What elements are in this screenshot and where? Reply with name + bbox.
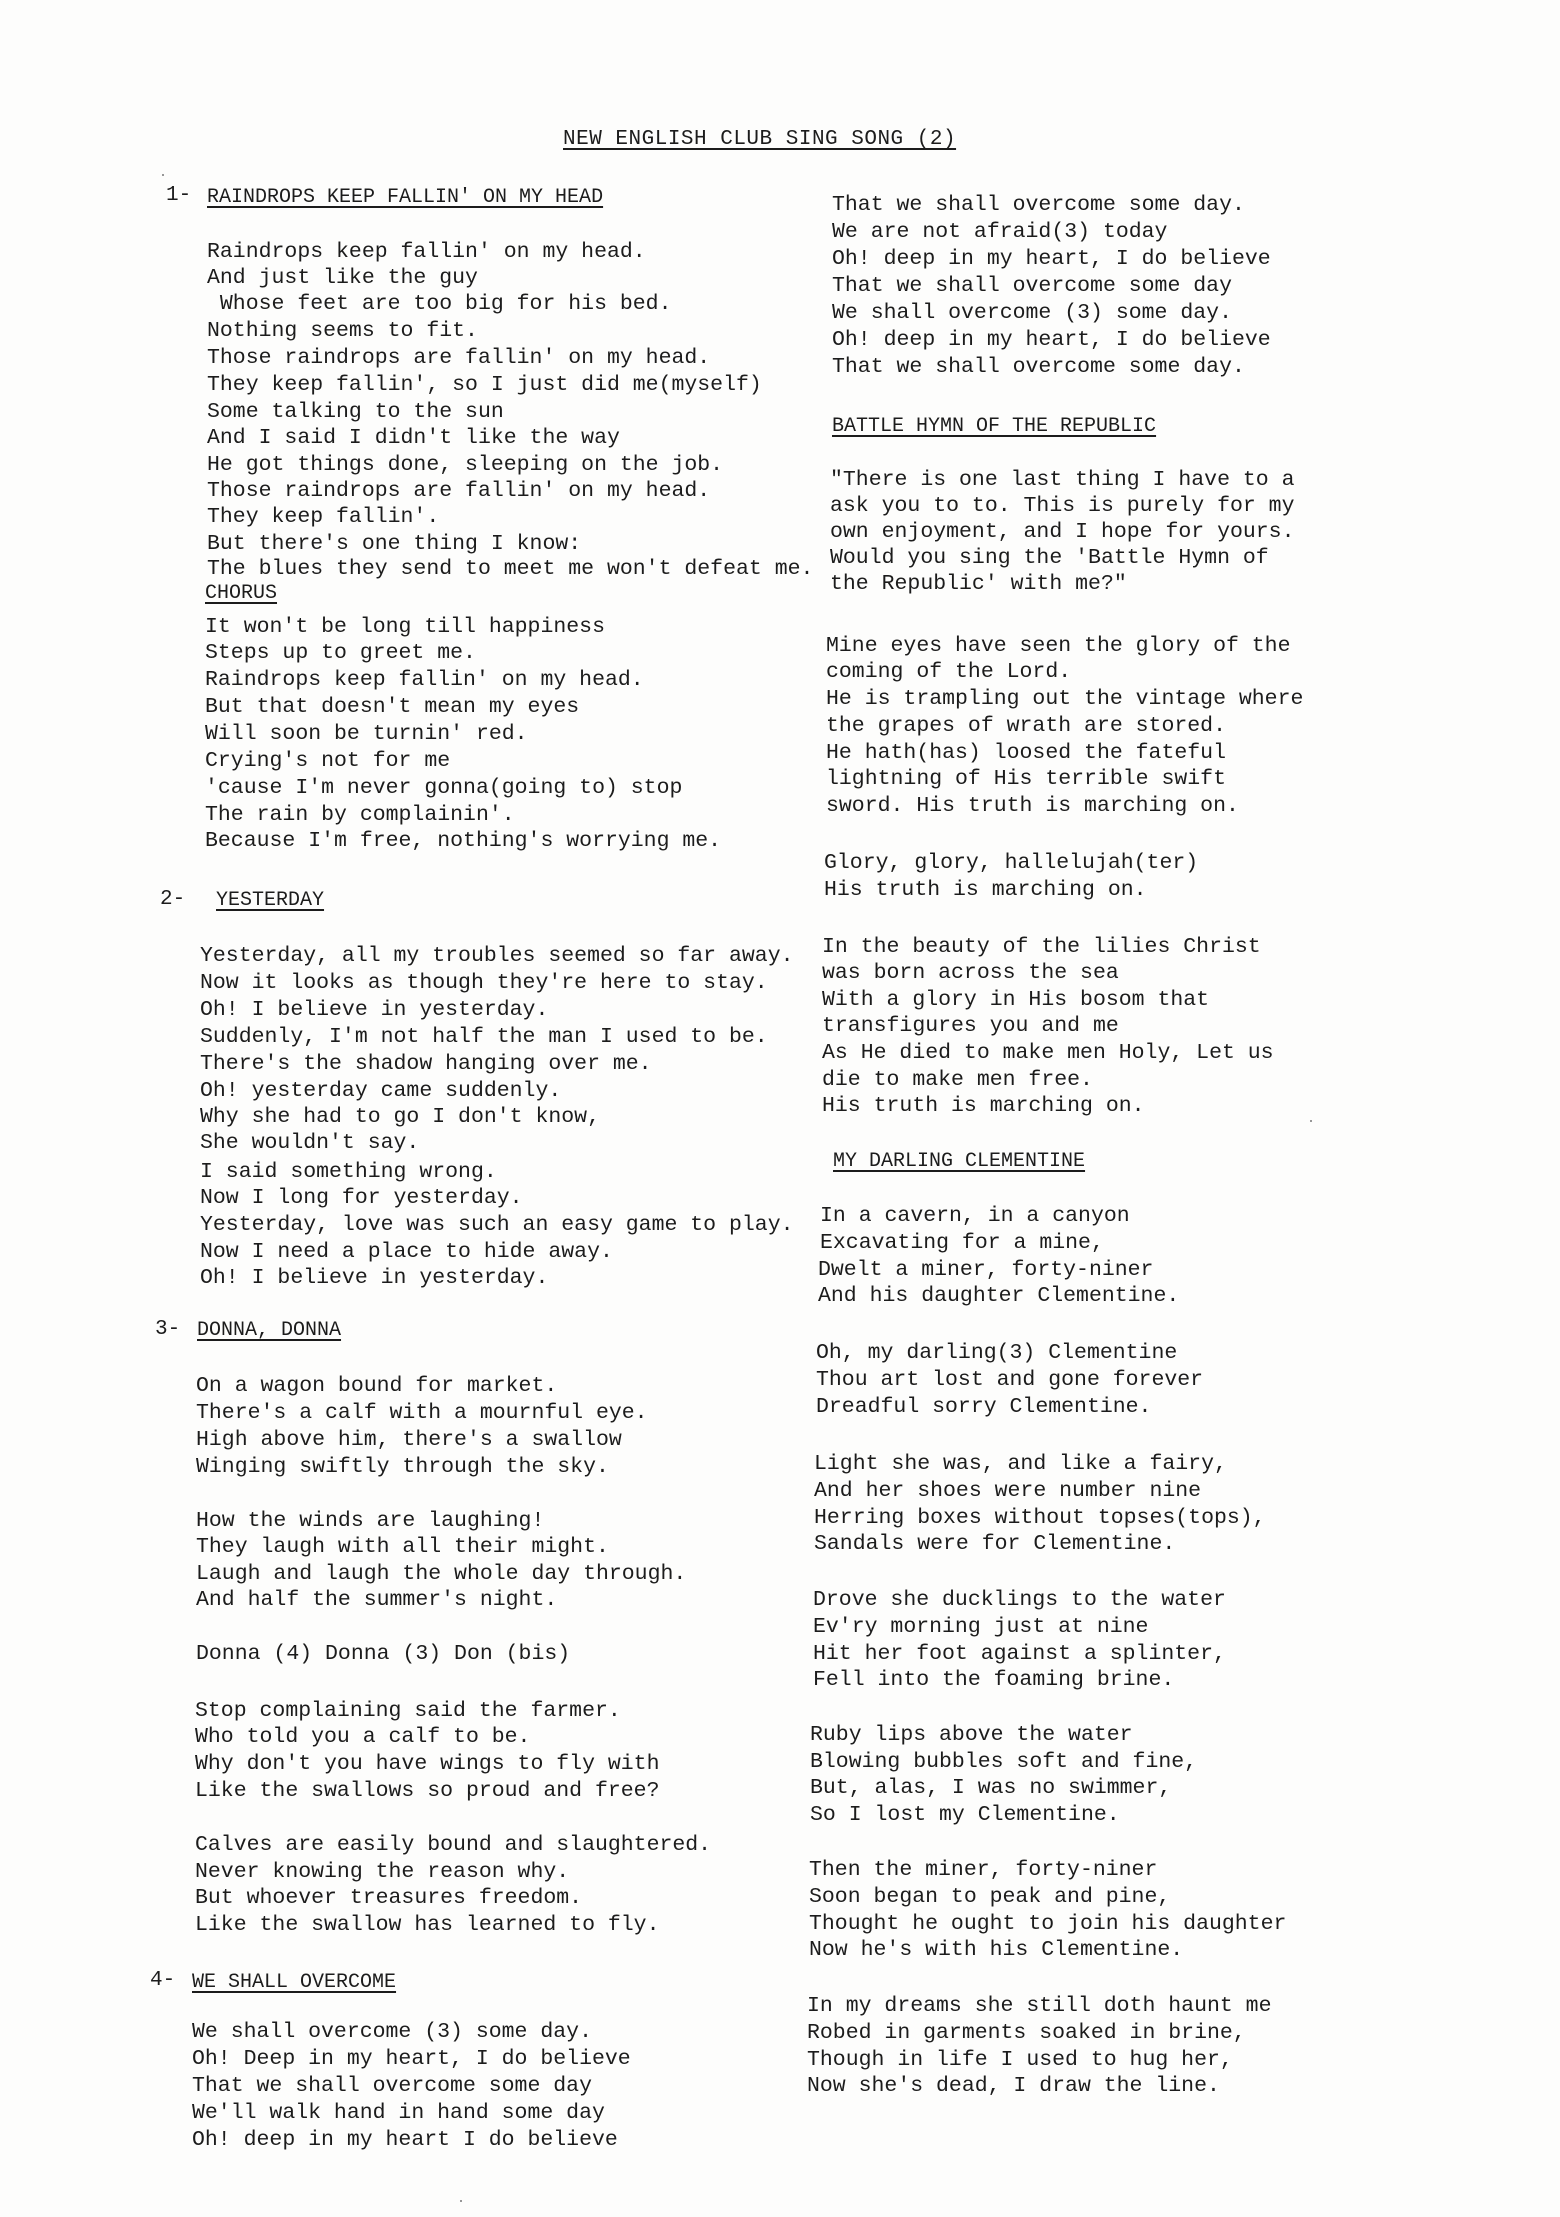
lyric-line: Blowing bubbles soft and fine, bbox=[810, 1750, 1198, 1774]
lyric-line: How the winds are laughing! bbox=[196, 1509, 545, 1533]
scan-speck bbox=[162, 174, 164, 176]
song-title: YESTERDAY bbox=[216, 889, 325, 912]
lyric-line: Herring boxes without topses(tops), bbox=[814, 1506, 1266, 1530]
lyric-line: Hit her foot against a splinter, bbox=[813, 1642, 1226, 1666]
lyric-line: But whoever treasures freedom. bbox=[195, 1886, 583, 1910]
lyric-line: He is trampling out the vintage where bbox=[826, 687, 1304, 711]
lyric-line: He got things done, sleeping on the job. bbox=[207, 453, 724, 477]
lyric-line: Light she was, and like a fairy, bbox=[814, 1452, 1227, 1476]
lyric-line: Thou art lost and gone forever bbox=[816, 1368, 1204, 1392]
song-title: MY DARLING CLEMENTINE bbox=[833, 1150, 1086, 1173]
lyric-line: His truth is marching on. bbox=[822, 1094, 1145, 1118]
lyric-line: And her shoes were number nine bbox=[814, 1479, 1202, 1503]
lyric-line: We shall overcome (3) some day. bbox=[192, 2020, 592, 2044]
lyric-line: 'cause I'm never gonna(going to) stop bbox=[205, 776, 683, 800]
lyric-line: Ev'ry morning just at nine bbox=[813, 1615, 1149, 1639]
lyric-line: They keep fallin', so I just did me(myself) bbox=[207, 373, 762, 397]
lyric-line: Sandals were for Clementine. bbox=[814, 1532, 1176, 1556]
song-title: DONNA, DONNA bbox=[197, 1319, 342, 1342]
lyric-line: Whose feet are too big for his bed. bbox=[207, 292, 672, 316]
chorus-label: CHORUS bbox=[205, 582, 278, 605]
lyric-line: In a cavern, in a canyon bbox=[820, 1204, 1130, 1228]
lyric-line: Mine eyes have seen the glory of the bbox=[826, 634, 1291, 658]
lyric-line: Stop complaining said the farmer. bbox=[195, 1699, 621, 1723]
lyric-line: Raindrops keep fallin' on my head. bbox=[205, 668, 644, 692]
lyric-line: Nothing seems to fit. bbox=[207, 319, 478, 343]
intro-line: own enjoyment, and I hope for yours. bbox=[830, 520, 1295, 544]
lyric-line: Winging swiftly through the sky. bbox=[196, 1455, 609, 1479]
lyric-line: We'll walk hand in hand some day bbox=[192, 2101, 605, 2125]
lyric-line: But that doesn't mean my eyes bbox=[205, 695, 580, 719]
lyric-line: That we shall overcome some day. bbox=[832, 355, 1245, 379]
lyric-line: And just like the guy bbox=[207, 266, 478, 290]
lyric-line: And I said I didn't like the way bbox=[207, 426, 620, 450]
lyric-line: They keep fallin'. bbox=[207, 505, 440, 529]
lyric-line: Thought he ought to join his daughter bbox=[809, 1912, 1287, 1936]
lyric-line: In the beauty of the lilies Christ bbox=[822, 935, 1261, 959]
lyric-line: Why she had to go I don't know, bbox=[200, 1105, 600, 1129]
lyric-line: Dwelt a miner, forty-niner bbox=[818, 1258, 1154, 1282]
intro-line: the Republic' with me?" bbox=[830, 572, 1127, 596]
lyric-line: With a glory in His bosom that bbox=[822, 988, 1210, 1012]
lyric-line: Suddenly, I'm not half the man I used to be. bbox=[200, 1025, 768, 1049]
lyric-line: On a wagon bound for market. bbox=[196, 1374, 558, 1398]
lyric-line: die to make men free. bbox=[822, 1068, 1093, 1092]
lyric-line: He hath(has) loosed the fateful bbox=[826, 741, 1226, 765]
lyric-line: His truth is marching on. bbox=[824, 878, 1147, 902]
lyric-line: Like the swallows so proud and free? bbox=[195, 1779, 660, 1803]
lyric-line: And half the summer's night. bbox=[196, 1588, 558, 1612]
lyric-line: Then the miner, forty-niner bbox=[809, 1858, 1158, 1882]
song-number: 1- bbox=[166, 184, 192, 207]
intro-line: "There is one last thing I have to a bbox=[830, 468, 1295, 492]
lyric-line: Robed in garments soaked in brine, bbox=[807, 2021, 1246, 2045]
lyric-line: Now I long for yesterday. bbox=[200, 1186, 523, 1210]
lyric-line: Fell into the foaming brine. bbox=[813, 1668, 1175, 1692]
lyric-line: Calves are easily bound and slaughtered. bbox=[195, 1833, 712, 1857]
lyric-line: Ruby lips above the water bbox=[810, 1723, 1133, 1747]
lyric-line: The rain by complainin'. bbox=[205, 803, 515, 827]
lyric-line: There's a calf with a mournful eye. bbox=[196, 1401, 648, 1425]
lyric-line: Excavating for a mine, bbox=[820, 1231, 1104, 1255]
lyric-line: Steps up to greet me. bbox=[205, 641, 476, 665]
lyric-line: Because I'm free, nothing's worrying me. bbox=[205, 829, 722, 853]
lyric-line: Dreadful sorry Clementine. bbox=[816, 1395, 1152, 1419]
song-number: 3- bbox=[155, 1318, 181, 1341]
lyric-line: Oh! deep in my heart I do believe bbox=[192, 2128, 618, 2152]
lyric-line: Oh! deep in my heart, I do believe bbox=[832, 328, 1271, 352]
lyric-line: Now she's dead, I draw the line. bbox=[807, 2074, 1220, 2098]
lyric-line: Now it looks as though they're here to stay. bbox=[200, 971, 768, 995]
lyric-line: Crying's not for me bbox=[205, 749, 451, 773]
lyric-line: Like the swallow has learned to fly. bbox=[195, 1913, 660, 1937]
song-number: 4- bbox=[150, 1969, 176, 1992]
lyric-line: Oh! deep in my heart, I do believe bbox=[832, 247, 1271, 271]
lyric-line: Though in life I used to hug her, bbox=[807, 2048, 1233, 2072]
lyric-line: We shall overcome (3) some day. bbox=[832, 301, 1232, 325]
scan-speck bbox=[1310, 1120, 1312, 1122]
lyric-line: They laugh with all their might. bbox=[196, 1535, 609, 1559]
lyric-line: High above him, there's a swallow bbox=[196, 1428, 622, 1452]
lyric-line: It won't be long till happiness bbox=[205, 615, 605, 639]
lyric-line: sword. His truth is marching on. bbox=[826, 794, 1239, 818]
lyric-line: She wouldn't say. bbox=[200, 1131, 420, 1155]
lyric-line: That we shall overcome some day bbox=[192, 2074, 592, 2098]
lyric-line: Some talking to the sun bbox=[207, 400, 504, 424]
lyric-line: That we shall overcome some day bbox=[832, 274, 1232, 298]
lyric-line: Oh! yesterday came suddenly. bbox=[200, 1079, 562, 1103]
lyric-line: So I lost my Clementine. bbox=[810, 1803, 1120, 1827]
lyric-line: Drove she ducklings to the water bbox=[813, 1588, 1226, 1612]
intro-line: Would you sing the 'Battle Hymn of bbox=[830, 546, 1269, 570]
lyric-line: Donna (4) Donna (3) Don (bis) bbox=[196, 1642, 571, 1666]
lyric-line: Now he's with his Clementine. bbox=[809, 1938, 1184, 1962]
lyric-line: Will soon be turnin' red. bbox=[205, 722, 528, 746]
song-title: RAINDROPS KEEP FALLIN' ON MY HEAD bbox=[207, 186, 604, 209]
lyric-line: Oh, my darling(3) Clementine bbox=[816, 1341, 1178, 1365]
lyric-line: And his daughter Clementine. bbox=[818, 1284, 1180, 1308]
lyric-line: There's the shadow hanging over me. bbox=[200, 1052, 652, 1076]
lyric-line: Glory, glory, hallelujah(ter) bbox=[824, 851, 1199, 875]
lyric-line: Oh! I believe in yesterday. bbox=[200, 1266, 549, 1290]
song-title: BATTLE HYMN OF THE REPUBLIC bbox=[832, 415, 1157, 438]
lyric-line: Who told you a calf to be. bbox=[195, 1725, 531, 1749]
lyric-line: transfigures you and me bbox=[822, 1014, 1119, 1038]
lyric-line: As He died to make men Holy, Let us bbox=[822, 1041, 1274, 1065]
lyric-line: was born across the sea bbox=[822, 961, 1119, 985]
intro-line: ask you to to. This is purely for my bbox=[830, 494, 1295, 518]
lyric-line: But, alas, I was no swimmer, bbox=[810, 1776, 1172, 1800]
lyric-line: I said something wrong. bbox=[200, 1160, 497, 1184]
lyric-line: Now I need a place to hide away. bbox=[200, 1240, 613, 1264]
page-title: NEW ENGLISH CLUB SING SONG (2) bbox=[563, 128, 957, 151]
lyric-line: We are not afraid(3) today bbox=[832, 220, 1168, 244]
lyric-line: lightning of His terrible swift bbox=[826, 767, 1226, 791]
lyric-line: In my dreams she still doth haunt me bbox=[807, 1994, 1272, 2018]
lyric-line: the grapes of wrath are stored. bbox=[826, 714, 1226, 738]
lyric-line: Never knowing the reason why. bbox=[195, 1860, 570, 1884]
lyric-line: But there's one thing I know: bbox=[207, 532, 582, 556]
song-title: WE SHALL OVERCOME bbox=[192, 1971, 397, 1994]
lyric-line: Oh! I believe in yesterday. bbox=[200, 998, 549, 1022]
lyric-line: Yesterday, love was such an easy game to play. bbox=[200, 1213, 794, 1237]
lyric-line: Oh! Deep in my heart, I do believe bbox=[192, 2047, 631, 2071]
lyric-line: Laugh and laugh the whole day through. bbox=[196, 1562, 687, 1586]
scan-speck bbox=[460, 2200, 462, 2202]
lyric-line: Raindrops keep fallin' on my head. bbox=[207, 240, 646, 264]
lyric-line: Those raindrops are fallin' on my head. bbox=[207, 346, 711, 370]
lyric-line: Soon began to peak and pine, bbox=[809, 1885, 1171, 1909]
lyric-line: Yesterday, all my troubles seemed so far away. bbox=[200, 944, 794, 968]
lyric-line: coming of the Lord. bbox=[826, 660, 1072, 684]
lyric-line: Those raindrops are fallin' on my head. bbox=[207, 479, 711, 503]
lyric-line: The blues they send to meet me won't defeat me. bbox=[207, 557, 814, 581]
lyric-line: Why don't you have wings to fly with bbox=[195, 1752, 660, 1776]
song-number: 2- bbox=[160, 888, 186, 911]
lyric-line: That we shall overcome some day. bbox=[832, 193, 1245, 217]
